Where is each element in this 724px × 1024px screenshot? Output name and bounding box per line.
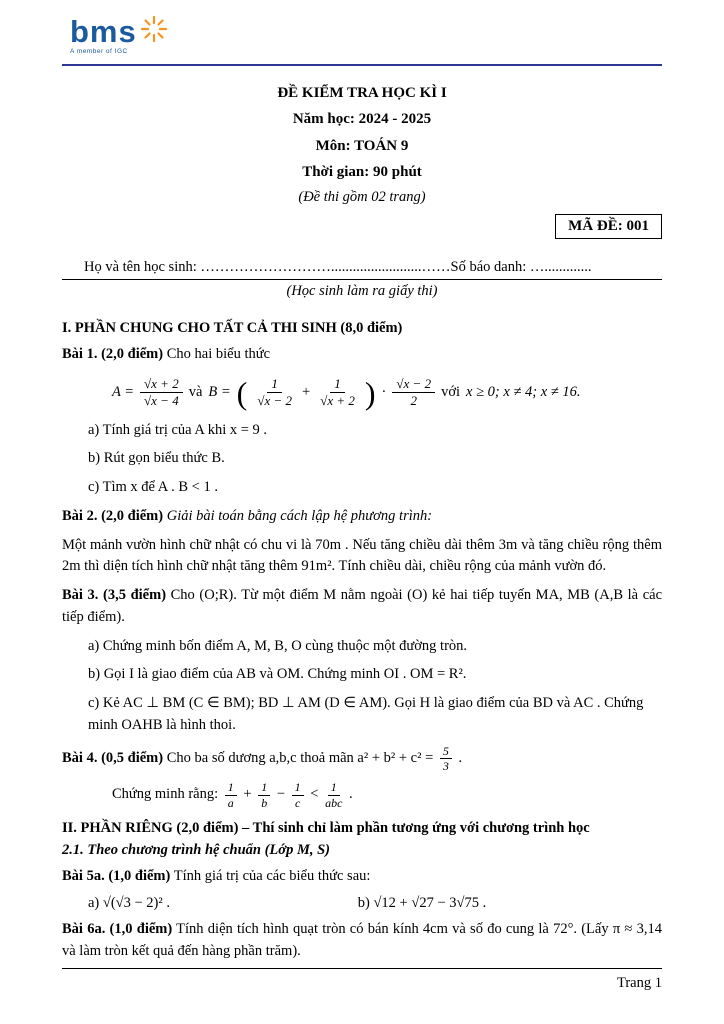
student-info-line: Họ và tên học sinh: ……………………….........................……Số báo danh: …............. xyxy=(84,259,592,276)
logo-sun-icon xyxy=(139,14,169,44)
bai1-formula xyxy=(112,376,662,410)
fraction-1-b: $\frac{1}{b}$ xyxy=(258,780,270,810)
logo-tagline: A member of IGC xyxy=(70,48,128,55)
bai2-label: Bài 2. (2,0 điểm) xyxy=(62,507,164,524)
bai4-label: Bài 4. (0,5 điểm) xyxy=(62,749,164,766)
bai3-intro: Cho (O;R). Từ một điểm M nằm ngoài (O) kẻ hai tiếp tuyến MA, MB (A,B là các tiếp điểm). xyxy=(62,587,663,625)
bai2-intro: Giải bài toán bằng cách lập hệ phương trình: xyxy=(166,507,433,524)
footer-rule xyxy=(62,968,662,969)
bai3-line xyxy=(62,585,662,629)
bai3-item-a: a) Chứng minh bốn điểm A, M, B, O cùng thuộc một đường tròn. xyxy=(88,637,468,654)
student-divider xyxy=(62,279,662,280)
bai2-line xyxy=(62,506,662,528)
exam-code-box: MÃ ĐỀ: 001 xyxy=(555,214,662,239)
with-word: với xyxy=(441,384,461,401)
plus-sign: + xyxy=(302,384,311,401)
bai3-item-b: b) Gọi I là giao điểm của AB và OM. Chứng minh OI . OM = R². xyxy=(88,666,467,683)
condition: x ≥ 0; x ≠ 4; x ≠ 16. xyxy=(466,384,581,401)
less-than-sign: < xyxy=(310,786,319,803)
bai4-prove-prefix: Chứng minh rằng: xyxy=(112,786,219,803)
formula-a-lhs: A = xyxy=(112,384,135,401)
bai1-label: Bài 1. (2,0 điểm) xyxy=(62,346,164,363)
bai3-label: Bài 3. (3,5 điểm) xyxy=(62,587,167,604)
title-block xyxy=(62,80,662,210)
fraction-a: $\frac{√x + 2}{√x - 4}$ xyxy=(140,376,183,410)
bai1-item-c: c) Tìm x để A . B < 1 . xyxy=(88,479,218,496)
bai2-body: Một mảnh vườn hình chữ nhật có chu vi là 70m . Nếu tăng chiều dài thêm 3m và tăng chiều rộng thêm 2m thì diện tích hình chữ nhật tăng thêm 91m². Tính chiều dài, chiều rộng của mảnh vườn đó. xyxy=(62,536,662,575)
dot-operator: · xyxy=(381,384,387,401)
fraction-b3: $\frac{√x - 2}{2}$ xyxy=(392,376,435,410)
exam-title: ĐỀ KIỂM TRA HỌC KÌ I xyxy=(277,85,447,101)
bai1-item-b: b) Rút gọn biểu thức B. xyxy=(88,450,225,467)
plus-sign: + xyxy=(243,786,252,803)
minus-sign: − xyxy=(276,786,286,803)
bai4-line xyxy=(62,744,662,774)
bms-logo xyxy=(70,16,169,55)
bai1-intro: Cho hai biểu thức xyxy=(166,346,271,363)
duration: Thời gian: 90 phút xyxy=(302,163,422,180)
open-paren: ( xyxy=(236,374,248,411)
bai5a-label: Bài 5a. (1,0 điểm) xyxy=(62,868,171,885)
subject: Môn: TOÁN 9 xyxy=(315,137,409,154)
pages-note: (Đề thi gồm 02 trang) xyxy=(298,189,426,205)
part2-subheading: 2.1. Theo chương trình hệ chuẩn (Lớp M, S) xyxy=(62,842,330,859)
school-year: Năm học: 2024 - 2025 xyxy=(292,111,432,128)
fraction-1-a: $\frac{1}{a}$ xyxy=(225,780,237,810)
bai1-line xyxy=(62,344,662,366)
fraction-b1: $\frac{1}{√x - 2}$ xyxy=(257,376,293,409)
bai5a-line xyxy=(62,866,662,888)
bai4-intro: Cho ba số dương a,b,c thoả mãn a² + b² + c² = xyxy=(166,749,434,766)
bai5a-item-a: a) √(√3 − 2)² . xyxy=(88,894,170,911)
bai5a-items xyxy=(88,895,662,912)
bai6a-line xyxy=(62,919,662,963)
fraction-5-3: $\frac{5}{3}$ xyxy=(440,744,452,774)
student-instruction: (Học sinh làm ra giấy thi) xyxy=(286,283,438,300)
bai5a-intro: Tính giá trị của các biểu thức sau: xyxy=(173,868,371,885)
exam-code-row xyxy=(62,214,662,239)
period: . xyxy=(349,786,353,803)
bai1-item-a: a) Tính giá trị của A khi x = 9 . xyxy=(88,421,268,438)
page-number: Trang 1 xyxy=(617,975,662,991)
logo-text: bms xyxy=(70,14,137,49)
bai6a-label: Bài 6a. (1,0 điểm) xyxy=(62,920,173,937)
period: . xyxy=(458,749,463,766)
fraction-1-c: $\frac{1}{c}$ xyxy=(292,780,304,810)
part1-heading: I. PHẦN CHUNG CHO TẤT CẢ THI SINH (8,0 điểm) xyxy=(62,320,403,337)
header-rule xyxy=(62,64,662,66)
bai6a-body: Tính diện tích hình quạt tròn có bán kính 4cm và số đo cung là 72°. (Lấy π ≈ 3,14 và làm tròn kết quả đến hàng phần trăm). xyxy=(62,920,662,959)
fraction-1-abc: $\frac{1}{\text{abc}}$ xyxy=(325,780,343,810)
part2-heading: II. PHẦN RIÊNG (2,0 điểm) – Thí sinh chỉ làm phần tương ứng với chương trình học xyxy=(62,820,590,837)
bai4-line2 xyxy=(112,780,662,810)
bai5a-item-b: b) √12 + √27 − 3√75 . xyxy=(357,894,487,911)
close-paren: ) xyxy=(364,374,376,411)
and-word: và xyxy=(188,384,203,401)
formula-b-lhs: B = xyxy=(208,384,231,401)
page-header xyxy=(62,16,662,66)
fraction-b2: $\frac{1}{√x + 2}$ xyxy=(320,376,355,409)
bai3-item-c: c) Kẻ AC ⊥ BM (C ∈ BM); BD ⊥ AM (D ∈ AM). Gọi H là giao điểm của BD và AC . Chứng minh OAHB là hình thoi. xyxy=(88,695,644,733)
page-footer xyxy=(62,968,662,992)
